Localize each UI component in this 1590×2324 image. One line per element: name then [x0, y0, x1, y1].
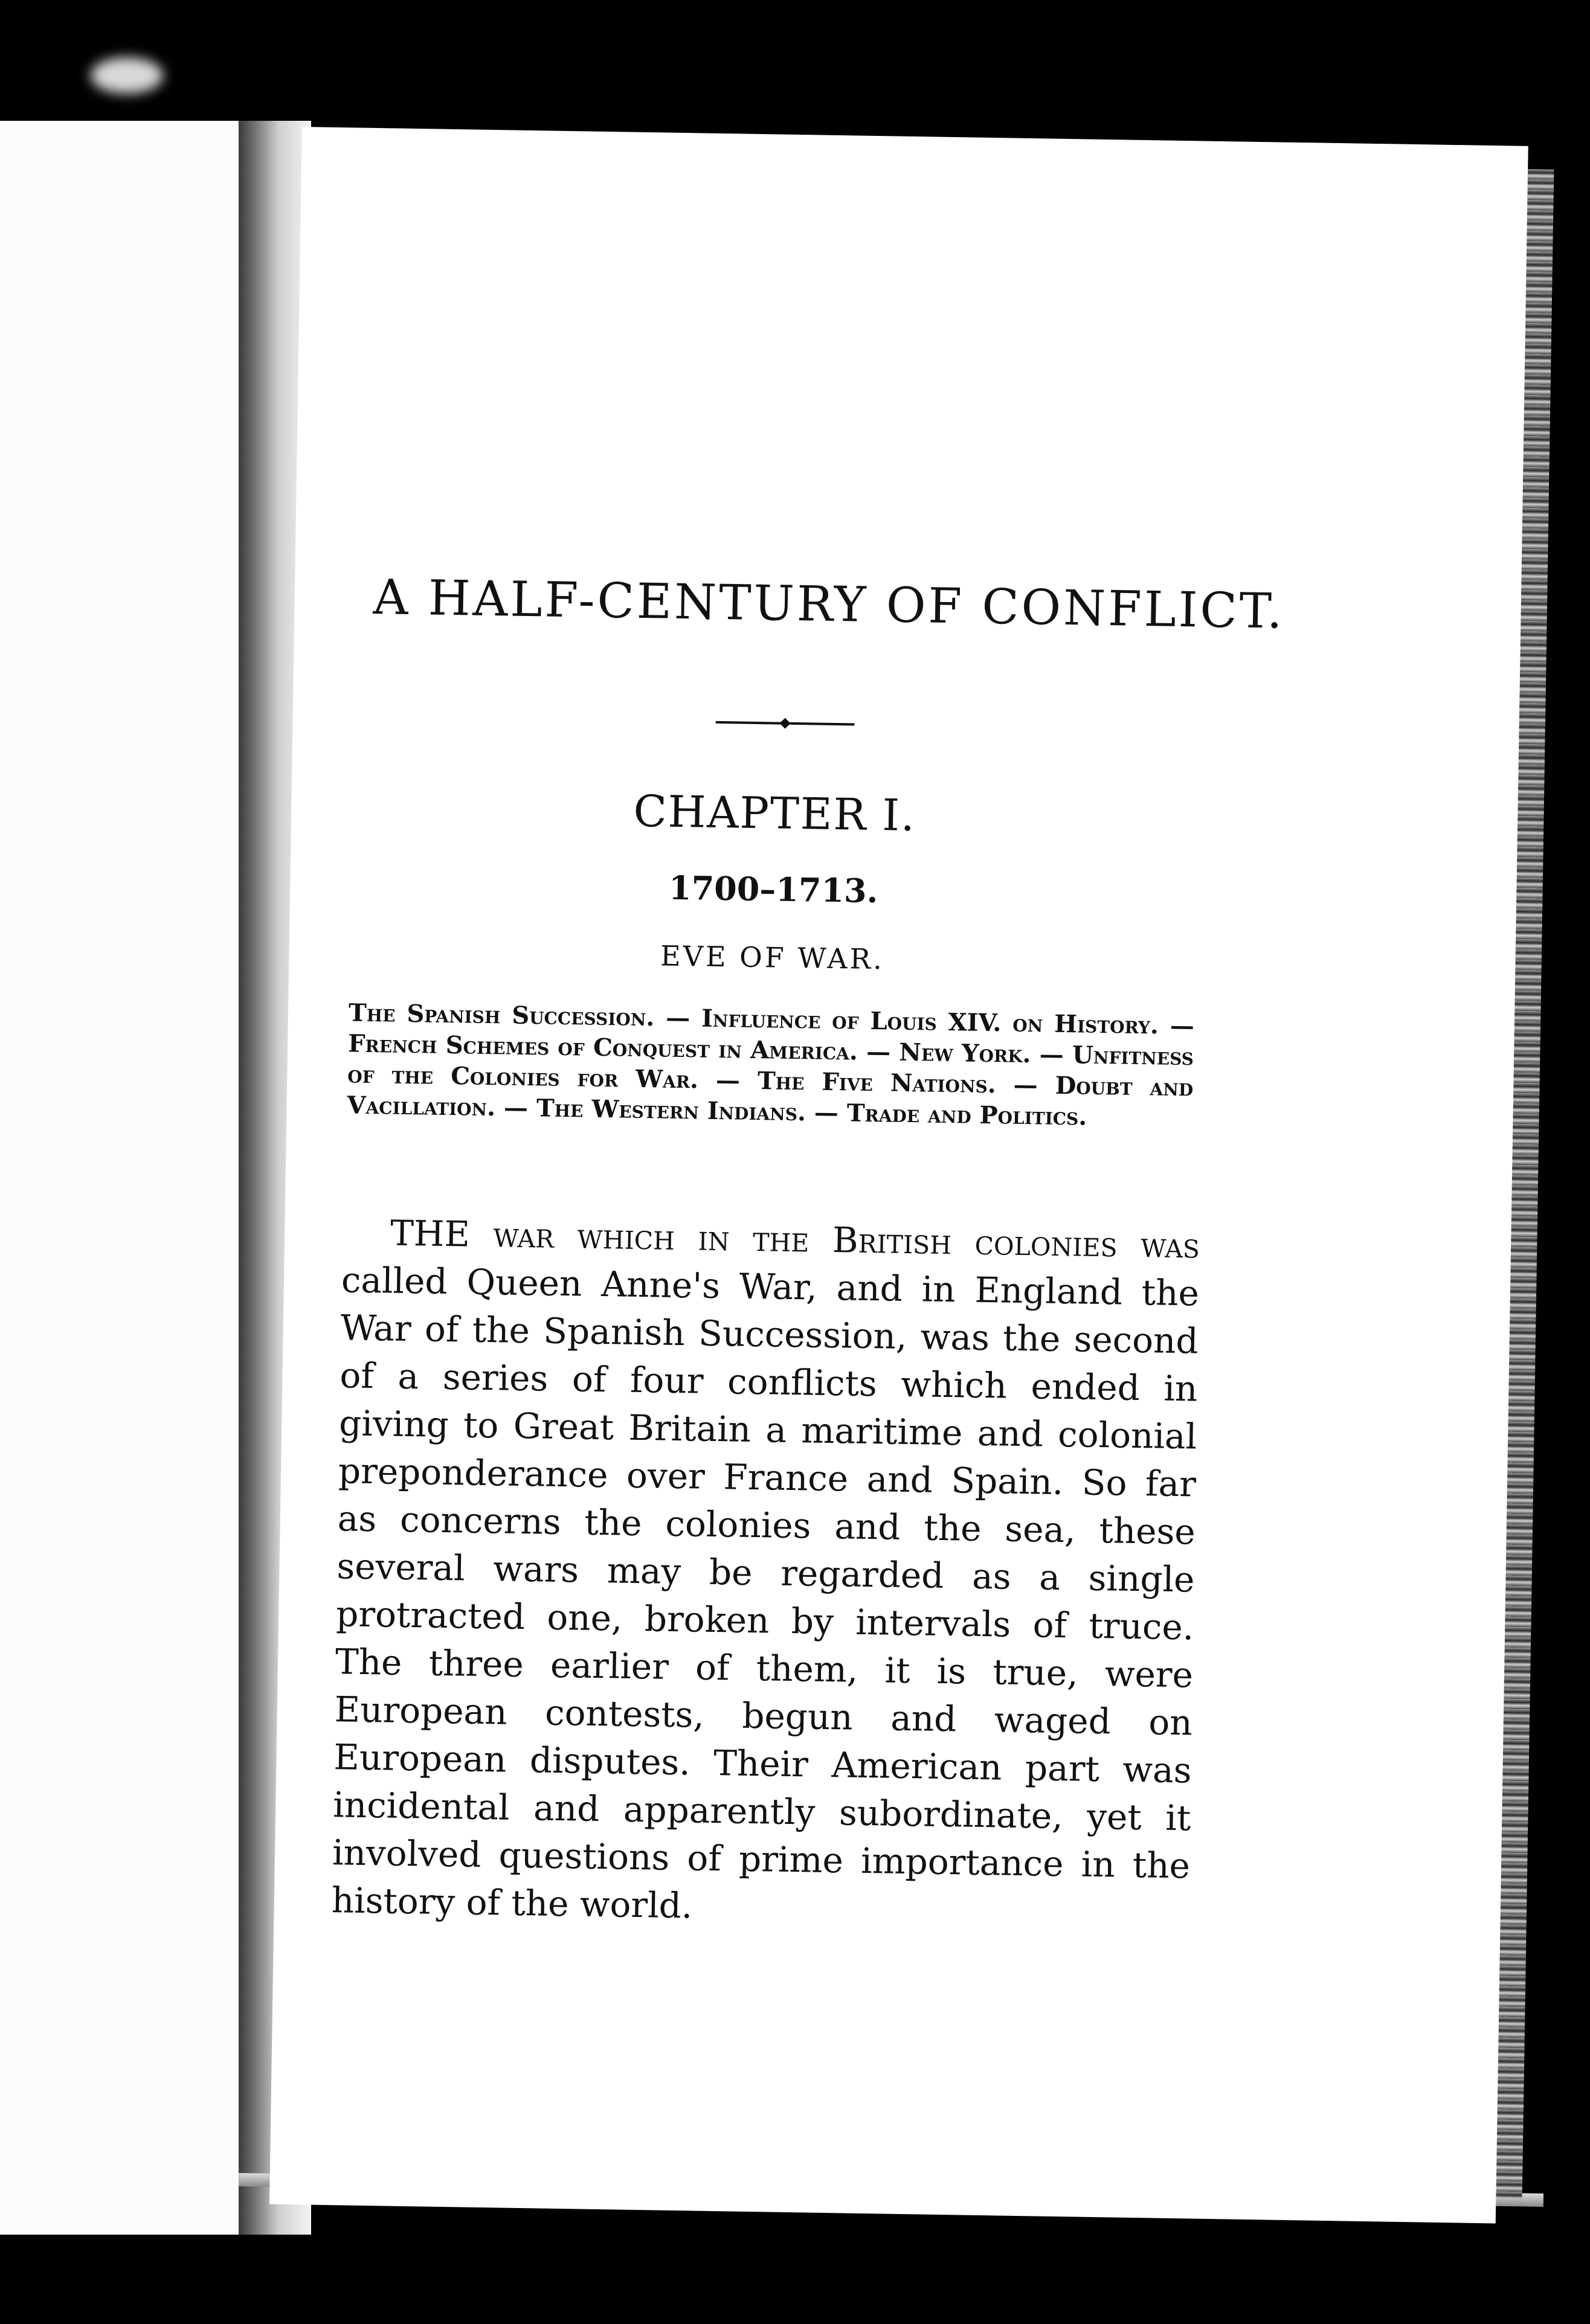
chapter-subtitle: EVE OF WAR.: [660, 939, 885, 976]
book-page: [269, 127, 1528, 2223]
left-page: [0, 121, 239, 2235]
ornament-divider: [715, 710, 855, 737]
chapter-summary: The Spanish Succession. — Influence of Louis XIV. on History. — French Schemes of Conquest in America. — New York. — Unfitness of the Colonies for War. — The Five Nations. — Doubt and Vacillation. — The Western Indians. — Trade and Politics.: [347, 998, 1195, 1131]
scan-smudge: [91, 57, 163, 94]
book-title: A HALF-CENTURY OF CONFLICT.: [373, 568, 1286, 640]
chapter-years: 1700–1713.: [668, 868, 878, 911]
body-paragraph: THE war which in the British colonies was called Queen Anne's War, and in England the War of the Spanish Succession, was the second of a series of four conflicts which ended in giving to Great Britain a maritime and colonial preponderance over France and Spain. So far as concerns the colonies and the sea, these several wars may be regarded as a single protracted one, broken by intervals of truce. The three earlier of them, it is true, were European contests, begun and waged on European disputes. Their American part was incidental and apparently subordinate, yet it involved questions of prime importance in the history of the world.: [331, 1212, 1200, 1927]
chapter-heading: CHAPTER I.: [632, 785, 916, 841]
